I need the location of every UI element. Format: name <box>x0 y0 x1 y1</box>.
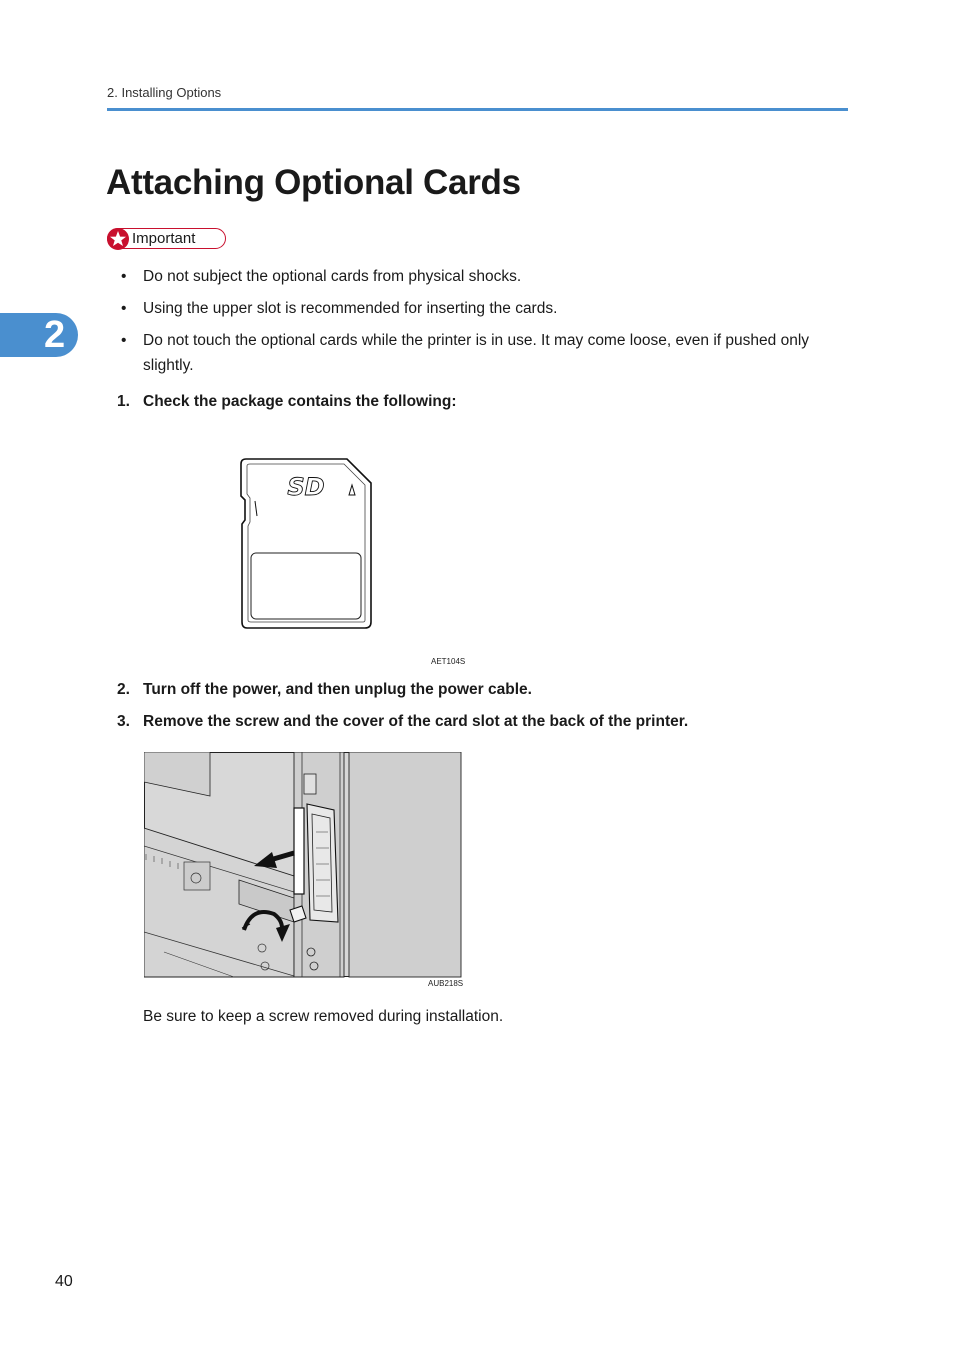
figure-code: AUB218S <box>428 979 464 988</box>
step-2 <box>117 681 532 699</box>
step-text: Remove the screw and the cover of the card slot at the back of the printer. <box>143 713 689 730</box>
list-item: • Do not subject the optional cards from physical shocks. <box>121 268 522 285</box>
step-3 <box>117 713 688 731</box>
page-title: Attaching Optional Cards <box>106 163 521 202</box>
sd-card-illustration <box>238 456 374 632</box>
important-badge <box>107 228 226 249</box>
figure-code: AET104S <box>431 657 466 666</box>
step-number: 1. <box>117 393 130 410</box>
list-item: • Do not touch the optional cards while the printer is in use. It may come loose, even if pushed only slightly. <box>121 332 810 374</box>
list-item: • Using the upper slot is recommended for inserting the cards. <box>121 300 558 317</box>
bullet-text: Do not subject the optional cards from physical shocks. <box>143 268 522 285</box>
important-label: Important <box>132 230 196 247</box>
header-rule <box>107 108 848 111</box>
note-text: Be sure to keep a screw removed during installation. <box>143 1008 504 1025</box>
running-header: 2. Installing Options <box>107 85 222 100</box>
step-text: Check the package contains the following: <box>143 393 457 410</box>
chapter-number: 2 <box>44 314 66 356</box>
svg-text:SD: SD <box>287 473 325 501</box>
step-number: 3. <box>117 713 130 730</box>
page-number: 40 <box>55 1273 73 1290</box>
bullet-text: Using the upper slot is recommended for inserting the cards. <box>143 300 558 317</box>
star-icon <box>106 227 130 251</box>
step-number: 2. <box>117 681 130 698</box>
chapter-tab <box>0 313 78 357</box>
bullet-text: Do not touch the optional cards while the printer is in use. It may come loose, even if pushed only slightly. <box>143 332 810 374</box>
step-text: Turn off the power, and then unplug the power cable. <box>143 681 532 698</box>
important-bullet-list <box>121 264 841 385</box>
printer-card-slot-illustration <box>144 752 462 978</box>
step-1 <box>117 393 457 411</box>
